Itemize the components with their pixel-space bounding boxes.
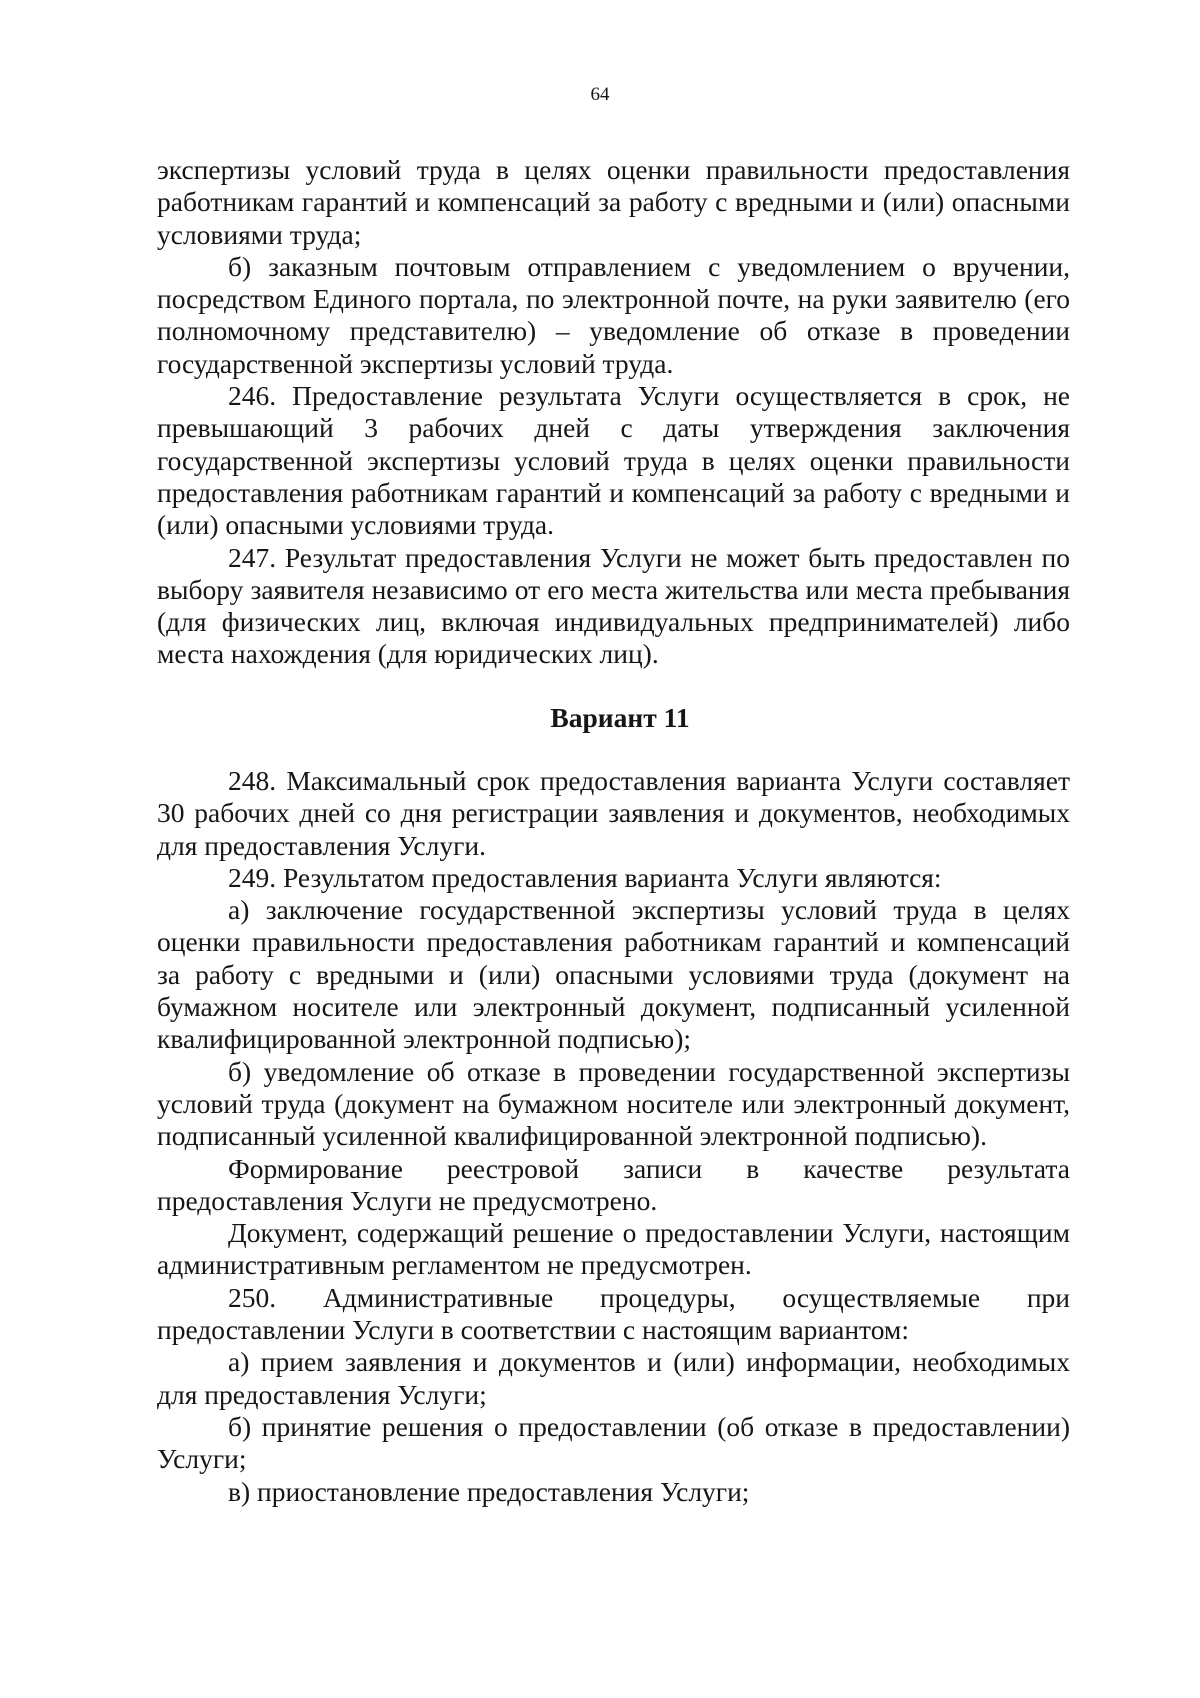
text-block-top	[157, 154, 1070, 671]
section-heading: Вариант 11	[550, 702, 690, 733]
paragraph-246: 246. Предоставление результата Услуги осуществляется в срок, не превышающий 3 рабочих дней с даты утверждения заключения государственной экспертизы условий труда в целях оценки правильности предоставления работникам гарантий и компенсаций за работу с вредными и (или) опасными условиями труда.	[157, 380, 1070, 541]
paragraph-247: 247. Результат предоставления Услуги не может быть предоставлен по выбору заявителя независимо от его места жительства или места пребывания (для физических лиц, включая индивидуальных предпринимателей) либо места нахождения (для юридических лиц).	[157, 541, 1070, 670]
paragraph-item-b-delivery: б) заказным почтовым отправлением с уведомлением о вручении, посредством Единого портала, по электронной почте, на руки заявителю (его полномочному представителю) – уведомление об отказе в проведении государственной экспертизы условий труда.	[157, 250, 1070, 379]
paragraph-continuation: экспертизы условий труда в целях оценки правильности предоставления работникам гарантий и компенсаций за работу с вредными и (или) опасными условиями труда;	[157, 154, 1070, 250]
paragraph-registry-record: Формирование реестровой записи в качестве результата предоставления Услуги не предусмотрено.	[157, 1152, 1070, 1216]
text-block-bottom	[157, 765, 1070, 1508]
paragraph-250-item-c: в) приостановление предоставления Услуги;	[228, 1475, 750, 1507]
paragraph-250: 250. Административные процедуры, осуществляемые при предоставлении Услуги в соответствии с настоящим вариантом:	[157, 1281, 1070, 1346]
paragraph-249-item-a: а) заключение государственной экспертизы условий труда в целях оценки правильности предоставления работникам гарантий и компенсаций за работу с вредными и (или) опасными условиями труда (документ на бумажном носителе или электронный документ, подписанный усиленной квалифицированной электронной подписью);	[157, 894, 1070, 1055]
paragraph-decision-document: Документ, содержащий решение о предоставлении Услуги, настоящим административным регламентом не предусмотрен.	[157, 1217, 1070, 1281]
paragraph-250-item-b: б) принятие решения о предоставлении (об отказе в предоставлении) Услуги;	[157, 1410, 1070, 1475]
paragraph-249: 249. Результатом предоставления варианта Услуги являются:	[228, 861, 942, 893]
paragraph-248: 248. Максимальный срок предоставления варианта Услуги составляет 30 рабочих дней со дня регистрации заявления и документов, необходимых для предоставления Услуги.	[157, 765, 1070, 861]
paragraph-250-item-a: а) прием заявления и документов и (или) информации, необходимых для предоставления Услуги;	[157, 1346, 1070, 1410]
paragraph-249-item-b: б) уведомление об отказе в проведении государственной экспертизы условий труда (документ на бумажном носителе или электронный документ, подписанный усиленной квалифицированной электронной подписью).	[157, 1055, 1070, 1152]
page-number: 64	[590, 84, 610, 105]
